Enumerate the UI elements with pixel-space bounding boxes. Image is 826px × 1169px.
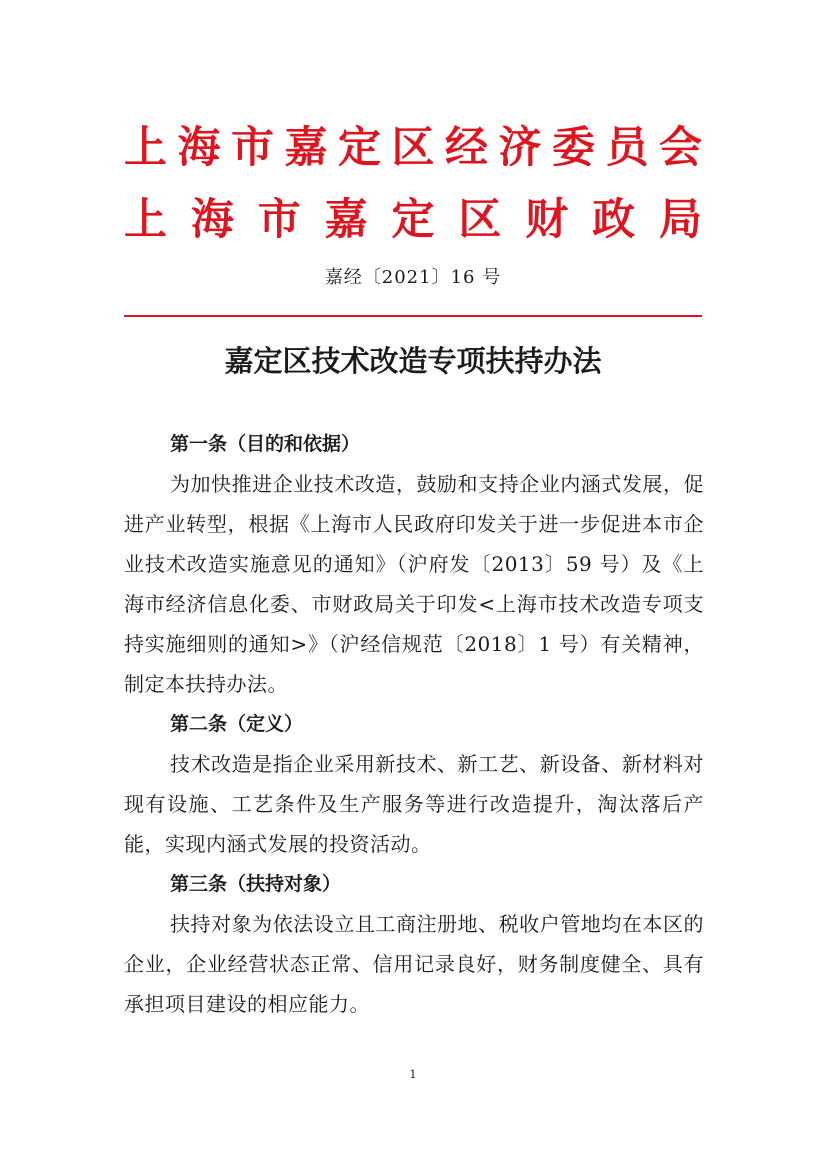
header-char: 经 <box>445 123 488 173</box>
header-char: 嘉 <box>324 195 368 245</box>
article-1-heading: 第一条（目的和依据） <box>170 433 361 455</box>
header-char: 海 <box>177 123 221 173</box>
article-3-paragraph: 扶持对象为依法设立且工商注册地、税收户管地均在本区的企业，企业经营状态正常、信用记录良好，财务制度健全、具有承担项目建设的相应能力。 <box>124 912 704 1016</box>
header-char: 财 <box>525 195 569 245</box>
header-char: 济 <box>498 123 542 173</box>
article-2-heading: 第二条（定义） <box>170 713 304 735</box>
header-char: 市 <box>231 123 274 173</box>
header-char: 定 <box>338 123 381 173</box>
document-body <box>124 424 704 1024</box>
article-3-heading: 第三条（扶持对象） <box>170 873 342 895</box>
header-char: 上 <box>124 123 167 173</box>
header-char: 区 <box>391 123 435 173</box>
header-char: 局 <box>659 195 702 245</box>
header-char: 海 <box>190 195 234 245</box>
document-number: 嘉经〔2021〕16 号 <box>324 267 502 288</box>
header-char: 区 <box>458 195 502 245</box>
header-char: 委 <box>552 123 595 173</box>
page-number: 1 <box>409 1068 417 1081</box>
header-char: 会 <box>659 123 702 173</box>
header-char: 嘉 <box>284 123 328 173</box>
issuer-line-finance-bureau <box>124 190 702 250</box>
header-char: 上 <box>124 195 167 245</box>
issuer-line-economic-committee <box>124 118 702 178</box>
article-1-paragraph: 为加快推进企业技术改造，鼓励和支持企业内涵式发展，促进产业转型，根据《上海市人民政府印发关于进一步促进本市企业技术改造实施意见的通知》（沪府发〔2013〕59 号）及《上海市经济信息化委、市财政局关于印发<上海市技术改造专项支持实施细则的通知>》（沪经信规范〔2018〕1 号）有关精神，制定本扶持办法。 <box>124 472 704 696</box>
header-char: 市 <box>257 195 301 245</box>
header-divider <box>124 315 702 317</box>
header-char: 定 <box>391 195 435 245</box>
header-char: 政 <box>592 195 636 245</box>
header-char: 员 <box>605 123 649 173</box>
article-2-paragraph: 技术改造是指企业采用新技术、新工艺、新设备、新材料对现有设施、工艺条件及生产服务等进行改造提升，淘汰落后产能，实现内涵式发展的投资活动。 <box>124 752 704 856</box>
document-title: 嘉定区技术改造专项扶持办法 <box>224 344 602 378</box>
